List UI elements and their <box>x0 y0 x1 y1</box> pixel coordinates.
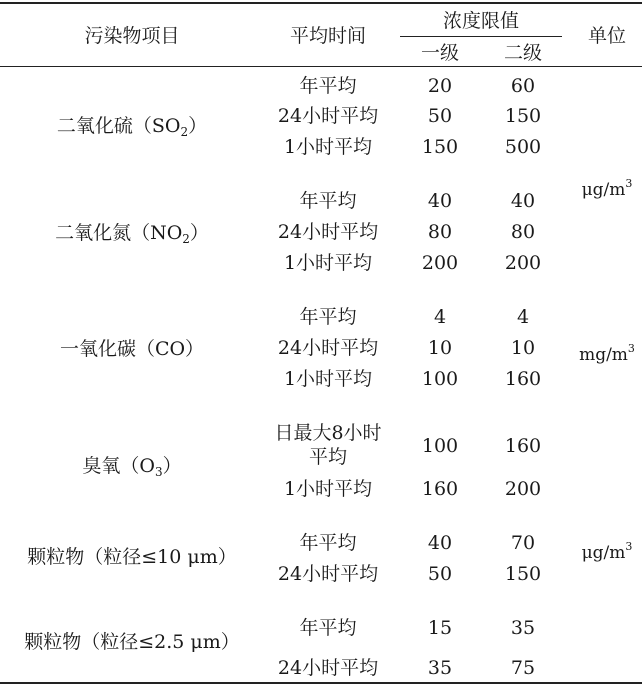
grade2-cell: 200 <box>504 478 542 500</box>
header-avg-time: 平均时间 <box>289 25 367 47</box>
grade2-cell: 4 <box>516 306 530 328</box>
avg-time-cell: 24小时平均 <box>277 105 379 127</box>
header-grade1: 一级 <box>420 42 460 64</box>
limit-group-rule <box>400 36 562 37</box>
grade2-cell: 60 <box>510 75 536 97</box>
pollutant-name: 二氧化硫$(SO_2)$ <box>56 115 208 139</box>
grade1-cell: 40 <box>427 532 453 554</box>
grade1-cell: 4 <box>433 306 447 328</box>
pollutant-name: 颗粒物（粒径≤2.5 μm） <box>24 631 240 653</box>
avg-time-cell: 1小时平均 <box>283 478 373 500</box>
header-grade2: 二级 <box>503 42 543 64</box>
pollutant-name: 一氧化碳（CO） <box>59 338 205 360</box>
grade1-cell: 10 <box>427 337 453 359</box>
grade2-cell: 75 <box>510 657 536 679</box>
grade2-cell: 160 <box>504 435 542 457</box>
avg-time-cell: 年平均 <box>299 190 357 212</box>
grade2-cell: 160 <box>504 368 542 390</box>
grade2-cell: 500 <box>504 136 542 158</box>
grade1-cell: 100 <box>421 368 459 390</box>
avg-time-cell: 年平均 <box>299 617 357 639</box>
header-unit: 单位 <box>587 25 627 47</box>
avg-time-cell: 24小时平均 <box>277 337 379 359</box>
avg-time-cell: 1小时平均 <box>283 252 373 274</box>
avg-time-cell: 日最大8小时 <box>274 422 382 444</box>
grade1-cell: 160 <box>421 478 459 500</box>
grade2-cell: 35 <box>510 617 536 639</box>
grade1-cell: 200 <box>421 252 459 274</box>
grade1-cell: 15 <box>427 617 453 639</box>
avg-time-cell: 24小时平均 <box>277 657 379 679</box>
unit-cell: $\mu g/m^3$ <box>581 540 633 563</box>
header-pollutant: 污染物项目 <box>84 25 180 47</box>
avg-time-cell: 年平均 <box>299 75 357 97</box>
grade2-cell: 70 <box>510 532 536 554</box>
top-rule <box>0 2 642 4</box>
grade1-cell: 20 <box>427 75 453 97</box>
grade1-cell: 150 <box>421 136 459 158</box>
avg-time-cell: 1小时平均 <box>283 136 373 158</box>
grade2-cell: 10 <box>510 337 536 359</box>
grade1-cell: 100 <box>421 435 459 457</box>
grade2-cell: 150 <box>504 563 542 585</box>
grade1-cell: 50 <box>427 563 453 585</box>
grade1-cell: 80 <box>427 221 453 243</box>
grade1-cell: 40 <box>427 190 453 212</box>
unit-cell: $mg/m^3$ <box>579 342 635 365</box>
grade2-cell: 80 <box>510 221 536 243</box>
avg-time-cell: 年平均 <box>299 532 357 554</box>
grade2-cell: 40 <box>510 190 536 212</box>
pollutant-name: 二氧化氮$(NO_2)$ <box>55 222 209 246</box>
unit-cell: $\mu g/m^3$ <box>581 177 633 200</box>
grade1-cell: 35 <box>427 657 453 679</box>
avg-time-cell-line2: 平均 <box>308 446 348 468</box>
avg-time-cell: 1小时平均 <box>283 368 373 390</box>
header-limit-group: 浓度限值 <box>442 10 520 32</box>
grade1-cell: 50 <box>427 105 453 127</box>
header-bottom-rule <box>0 66 642 67</box>
avg-time-cell: 年平均 <box>299 306 357 328</box>
grade2-cell: 150 <box>504 105 542 127</box>
avg-time-cell: 24小时平均 <box>277 221 379 243</box>
pollutant-name: 颗粒物（粒径≤10 μm） <box>27 546 237 568</box>
pollutant-name: 臭氧$(O_3)$ <box>82 455 182 479</box>
avg-time-cell: 24小时平均 <box>277 563 379 585</box>
grade2-cell: 200 <box>504 252 542 274</box>
